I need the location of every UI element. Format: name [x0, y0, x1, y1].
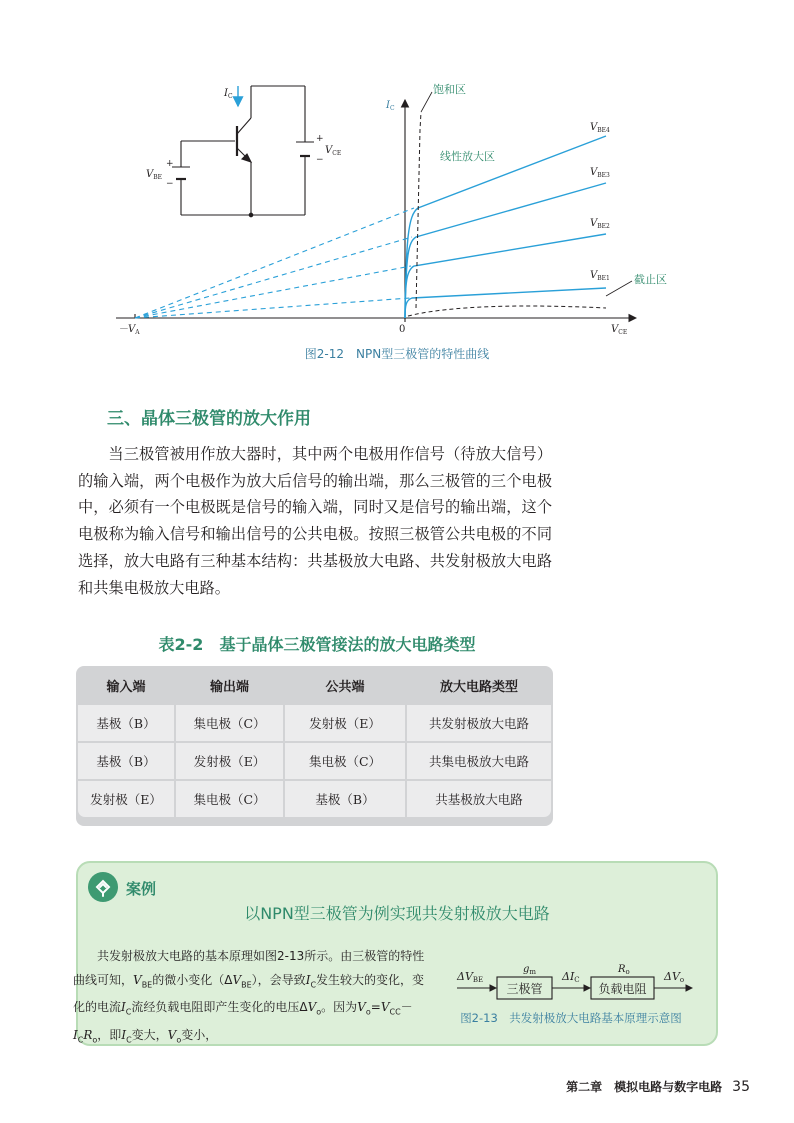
case-text-fragment: V [133, 972, 142, 987]
case-text-fragment: V [357, 1000, 366, 1015]
extrapolation-line-vbe3 [135, 237, 412, 318]
table-header-row [78, 668, 551, 703]
extrapolation-line-vbe1 [135, 298, 410, 318]
table-row [78, 705, 551, 741]
circuit-vbe-label: $V_{BE}$ [146, 169, 163, 181]
case-text-fragment: 共发射极放大电路的基本原理如图2-13所示。由三极管的特性曲线可知， [73, 949, 425, 987]
table-row [78, 781, 551, 817]
case-text-fragment: o [316, 1007, 322, 1017]
case-text-fragment: BE [141, 979, 153, 989]
section-paragraph: 当三极管被用作放大器时，其中两个电极用作信号（待放大信号）的输入端，两个电极作为放大后信号的输出端，那么三极管的三个电极中，必须有一个电极既是信号的输入端，同时又是信号的输出端，这个电极称为输入信号和输出信号的公共电极。按照三极管公共电极的不同选择，放大电路有三种基本结构：共基极放大电路、共发射极放大电路和共集电极放大电路。 [78, 445, 552, 597]
case-text-fragment: C [77, 1035, 84, 1045]
table-cell: 集电极（C） [176, 705, 283, 741]
extrapolation-line-vbe4 [135, 208, 414, 318]
transistor-collector [237, 118, 251, 134]
circuit-vbe-minus: − [166, 179, 174, 189]
case-text-fragment: 发生较大的变化，变化的电流 [73, 972, 425, 1015]
case-text-fragment: － [400, 1000, 413, 1015]
case-text-fragment: R [83, 1028, 93, 1043]
case-title: 以NPN型三极管为例实现共发射极放大电路 [244, 904, 550, 923]
page-footer [566, 1078, 750, 1095]
case-text-fragment: C [125, 1007, 132, 1017]
ro-label: $R_o$ [618, 964, 630, 976]
table-cell: 共基极放大电路 [407, 781, 551, 817]
circuit-ic-label: $I_C$ [224, 88, 233, 100]
ic-signal-label: ΔIC [562, 970, 580, 984]
table-cell: 共集电极放大电路 [407, 743, 551, 779]
table-header-cell: 放大电路类型 [407, 668, 551, 703]
table-cell: 发射极（E） [78, 781, 174, 817]
case-text-fragment: BE [241, 979, 252, 989]
block-diagram-caption: 图2-13 共发射极放大电路基本原理示意图 [460, 1011, 682, 1025]
case-text-fragment: 变大， [131, 1028, 168, 1043]
case-text-fragment: I [121, 1000, 126, 1015]
case-text [73, 945, 430, 1052]
case-text-fragment: V [307, 1000, 317, 1015]
table-title: 表2-2 基于晶体三极管接法的放大电路类型 [158, 635, 476, 654]
table-cell: 基极（B） [78, 705, 174, 741]
circuit-diagram [172, 86, 314, 217]
circuit-vce-plus: + [316, 134, 324, 144]
case-text-fragment: C [310, 979, 317, 989]
gm-label: $g_m$ [523, 964, 537, 976]
extrapolation-line-vbe2 [135, 266, 411, 318]
table-cell: 集电极（C） [176, 781, 283, 817]
output-signal-label: ΔVo [664, 970, 685, 984]
amplifier-types-table [76, 666, 553, 826]
junction-dot [249, 213, 253, 217]
table-cell: 基极（B） [78, 743, 174, 779]
cutoff-boundary [408, 306, 606, 316]
region-cutoff-label: 截止区 [634, 273, 667, 286]
case-text-fragment: o [92, 1035, 98, 1045]
region-saturation-label: 饱和区 [433, 83, 466, 96]
neg-va-label: $-V_A$ [118, 324, 140, 336]
cutoff-leader [606, 281, 632, 296]
case-icon [88, 872, 118, 902]
case-text-fragment: C [126, 1035, 132, 1045]
circuit-vce-label: $V_{CE}$ [325, 145, 342, 157]
table-cell: 基极（B） [285, 781, 405, 817]
table-header-cell: 输入端 [78, 668, 174, 703]
case-text-fragment: = [370, 1000, 381, 1015]
curve-label-vbe3: $V_{BE3}$ [590, 167, 610, 179]
curve-vbe2 [405, 234, 606, 318]
case-text-fragment: 。因为 [321, 1000, 358, 1015]
figure-caption: 图2-12 NPN型三极管的特性曲线 [304, 347, 490, 361]
case-text-fragment: I [305, 972, 311, 987]
region-linear-label: 线性放大区 [440, 150, 495, 163]
table-cell: 发射极（E） [176, 743, 283, 779]
case-text-fragment: V [380, 1000, 390, 1015]
curve-label-vbe2: $V_{BE2}$ [590, 218, 610, 230]
circuit-vbe-plus: + [166, 159, 174, 169]
saturation-leader [421, 92, 432, 112]
curve-vbe4 [405, 136, 606, 318]
case-text-fragment: ），会导致 [251, 972, 306, 987]
table-cell: 集电极（C） [285, 743, 405, 779]
section-heading: 三、晶体三极管的放大作用 [107, 409, 311, 429]
page-number: 35 [732, 1079, 750, 1095]
case-text-fragment: o [176, 1035, 182, 1045]
curve-label-vbe1: $V_{BE1}$ [590, 270, 610, 282]
npn-characteristic-figure [0, 0, 794, 380]
case-text-fragment: ，即 [97, 1028, 122, 1043]
table-header-cell: 输出端 [176, 668, 283, 703]
case-label: 案例 [126, 880, 157, 898]
curve-label-vbe4: $V_{BE4}$ [590, 122, 610, 134]
case-text-fragment: V [167, 1028, 177, 1043]
case-text-fragment: V [232, 972, 242, 987]
case-text-fragment: 的微小变化（Δ [152, 972, 233, 987]
case-text-fragment: CC [389, 1007, 401, 1017]
curve-vbe1 [405, 288, 606, 318]
table-header-cell: 公共端 [285, 668, 405, 703]
table-cell: 发射极（E） [285, 705, 405, 741]
emitter-arrow-icon [242, 154, 251, 162]
input-signal-label: ΔVBE [457, 970, 484, 984]
transistor-block-label: 三极管 [506, 982, 543, 996]
footer-chapter: 第二章 模拟电路与数字电路 [566, 1080, 723, 1094]
case-text-fragment: 变小， [181, 1028, 218, 1043]
case-text-fragment: 流经负载电阻即产生变化的电压Δ [131, 1000, 308, 1015]
table-cell: 共发射极放大电路 [407, 705, 551, 741]
vce-axis-label: $V_{CE}$ [611, 324, 628, 336]
load-resistor-block-label: 负载电阻 [598, 982, 647, 996]
origin-label: 0 [399, 324, 406, 335]
table-row [78, 743, 551, 779]
case-text-fragment: I [73, 1028, 78, 1043]
case-text-fragment: I [121, 1028, 127, 1043]
case-text-fragment: o [365, 1007, 371, 1017]
circuit-vce-minus: − [316, 155, 324, 165]
ic-axis-label: $I_C$ [386, 100, 395, 112]
block-diagram [440, 950, 720, 1030]
